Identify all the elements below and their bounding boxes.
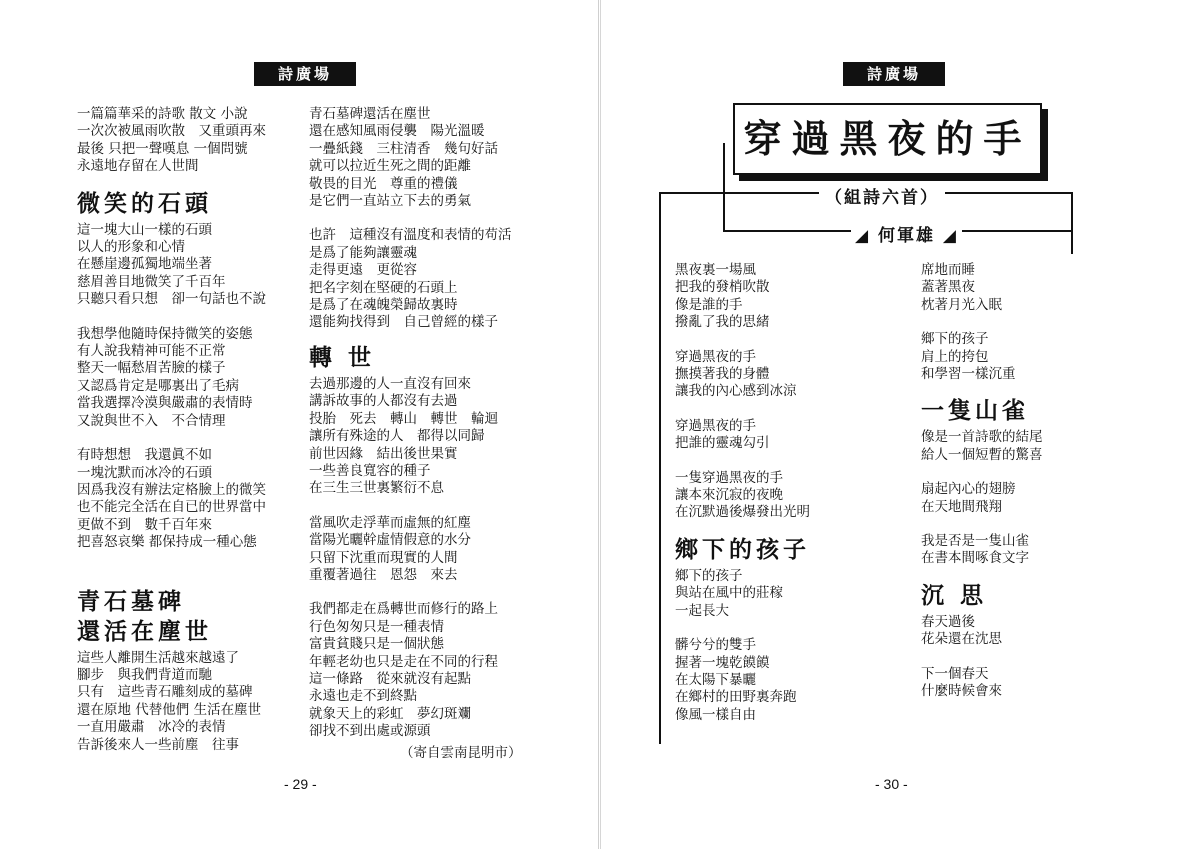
verse-line: 像風一樣自由 — [675, 706, 756, 723]
verse-line: 只聽只看只想 卻一句話也不說 — [77, 291, 266, 308]
verse-line: 就可以拉近生死之間的距離 — [309, 158, 471, 175]
verse-line: 一篇篇華采的詩歌 散文 小說 — [77, 106, 248, 122]
section-header-right: 詩廣場 — [843, 62, 945, 86]
stanza — [675, 637, 810, 724]
verse-line: 把喜怒哀樂 都保持成一種心態 — [77, 534, 257, 551]
verse-line: 以人的形象和心情 — [77, 239, 185, 256]
verse-line: 當風吹走浮華而虛無的紅塵 — [309, 514, 471, 531]
verse-line: 是爲了在魂魄榮歸故裏時 — [309, 297, 458, 314]
verse-line: 一疊紙錢 三柱清香 幾句好話 — [309, 140, 498, 157]
verse-line: 在鄉村的田野裏奔跑 — [675, 689, 797, 706]
verse-line: 蓋著黑夜 — [921, 279, 975, 296]
verse-line: 當陽光曬幹虛情假意的水分 — [309, 532, 471, 549]
poem-title-mountain-sparrow: 一隻山雀 — [921, 397, 1029, 425]
verse-line: 下一個春天 — [921, 665, 989, 682]
verse-line: 在太陽下暴曬 — [675, 671, 756, 688]
verse-line: 腳步 與我們背道而馳 — [77, 666, 212, 683]
verse-line: 鄉下的孩子 — [921, 331, 989, 348]
left-column-2 — [309, 106, 512, 741]
verse-line: 告訴後來人一些前塵 往事 — [77, 736, 239, 753]
poem-series-title: 穿過黑夜的手 — [733, 103, 1042, 175]
verse-line: 把名字刻在堅硬的石頭上 — [309, 279, 458, 296]
verse-line: 有人說我精神可能不正常 — [77, 343, 226, 360]
stanza — [921, 614, 1043, 649]
stanza — [675, 349, 810, 401]
intro-stanza — [77, 106, 266, 176]
stanza — [309, 515, 512, 585]
stanza — [77, 326, 266, 430]
verse-line: 還在感知風雨侵襲 陽光溫暖 — [309, 123, 485, 140]
verse-line: 穿過黑夜的手 — [675, 348, 756, 365]
verse-line: 在天地間飛翔 — [921, 498, 1002, 515]
verse-line: 永遠地存留在人世間 — [77, 158, 199, 175]
verse-line: 最後 只把一聲嘆息 一個問號 — [77, 140, 248, 157]
stanza — [309, 601, 512, 740]
stanza — [675, 262, 810, 332]
verse-line: 行色匆匆只是一種表情 — [309, 618, 444, 635]
verse-line: 一次次被風雨吹散 又重頭再來 — [77, 123, 266, 140]
verse-line: 永遠也走不到終點 — [309, 688, 417, 705]
verse-line: 什麼時候會來 — [921, 683, 1002, 700]
verse-line: 一起長大 — [675, 602, 729, 619]
right-page — [600, 0, 1200, 849]
verse-line: 像是誰的手 — [675, 296, 743, 313]
verse-line: 又認爲肯定是哪裏出了毛病 — [77, 377, 239, 394]
verse-line: 在沉默過後爆發出光明 — [675, 504, 810, 521]
verse-line: 把誰的靈魂勾引 — [675, 435, 770, 452]
verse-line: 也不能完全活在自已的世界當中 — [77, 499, 266, 516]
verse-line: 還在原地 代替他們 生活在塵世 — [77, 701, 262, 718]
rule-vertical-inner — [723, 143, 725, 231]
verse-line: 是爲了能夠讓靈魂 — [309, 244, 417, 261]
verse-line: 一隻穿過黑夜的手 — [675, 469, 783, 486]
verse-line: 這一條路 從來就沒有起點 — [309, 670, 471, 687]
verse-line: 讓所有殊途的人 都得以同歸 — [309, 428, 485, 445]
stanza — [309, 227, 512, 331]
verse-line: 也許 這種沒有溫度和表情的苟活 — [309, 227, 512, 244]
verse-line: 我是否是一隻山雀 — [921, 533, 1029, 550]
verse-line: 我們都走在爲轉世而修行的路上 — [309, 601, 498, 618]
rule-vertical-left — [659, 192, 661, 744]
rule-vertical-right — [1071, 192, 1073, 254]
verse-line: 給人一個短暫的驚喜 — [921, 446, 1043, 463]
verse-line: 在三生三世裏繁衍不息 — [309, 480, 444, 497]
verse-line: 年輕老幼也只是走在不同的行程 — [309, 653, 498, 670]
verse-line: 又說與世不入 不合情理 — [77, 412, 226, 429]
verse-line: 就象天上的彩虹 夢幻斑斕 — [309, 705, 471, 722]
verse-line: 講訴故事的人都沒有去過 — [309, 393, 458, 410]
stanza — [675, 568, 810, 620]
verse-line: 一塊沈默而冰冷的石頭 — [77, 464, 212, 481]
stanza — [921, 481, 1043, 516]
section-header-left: 詩廣場 — [254, 62, 356, 86]
stanza — [309, 376, 512, 498]
poem-title-country-child: 鄉下的孩子 — [675, 535, 810, 563]
verse-line: 投胎 死去 轉山 轉世 輪迴 — [309, 410, 498, 427]
verse-line: 席地而睡 — [921, 262, 975, 278]
source-note: （寄自雲南昆明市） — [400, 745, 522, 761]
verse-line: 這些人離開生活越來越遠了 — [77, 649, 239, 666]
verse-line: 春天過後 — [921, 613, 975, 630]
verse-line: 握著一塊乾饃饃 — [675, 654, 770, 671]
verse-line: 扇起內心的翅膀 — [921, 481, 1016, 498]
verse-line: 讓我的內心感到冰涼 — [675, 383, 797, 400]
verse-line: 只有 這些青石雕刻成的墓碑 — [77, 684, 253, 701]
poem-title-smiling-stone: 微笑的石頭 — [77, 189, 212, 217]
verse-line: 當我選擇冷漠與嚴肅的表情時 — [77, 395, 253, 412]
right-column-1 — [675, 262, 810, 724]
stanza — [309, 106, 512, 210]
verse-line: 這一塊大山一樣的石頭 — [77, 221, 212, 238]
verse-line: 把我的發梢吹散 — [675, 279, 770, 296]
verse-line: 黑夜裏一場風 — [675, 262, 756, 278]
verse-line: 撫摸著我的身體 — [675, 366, 770, 383]
stanza — [921, 262, 1043, 314]
verse-line: 讓本來沉寂的夜晚 — [675, 487, 783, 504]
verse-line: 因爲我沒有辦法定格臉上的微笑 — [77, 481, 266, 498]
verse-line: 穿過黑夜的手 — [675, 417, 756, 434]
verse-line: 在書本間啄食文字 — [921, 550, 1029, 567]
stanza — [675, 470, 810, 522]
stanza — [77, 650, 266, 754]
verse-line: 重覆著過往 恩怨 來去 — [309, 566, 458, 583]
verse-line: 和學習一樣沉重 — [921, 366, 1016, 383]
verse-line: 一些善良寬容的種子 — [309, 462, 431, 479]
verse-line: 還能夠找得到 自己曾經的樣子 — [309, 314, 498, 331]
stanza — [921, 331, 1043, 383]
verse-line: 前世因緣 結出後世果實 — [309, 445, 458, 462]
page-number-29: - 29 - — [284, 776, 317, 792]
verse-line: 富貴貧賤只是一個狀態 — [309, 636, 444, 653]
author-name: ◢ 何軍雄 ◢ — [851, 221, 962, 246]
verse-line: 髒兮兮的雙手 — [675, 637, 756, 654]
verse-line: 青石墓碑還活在塵世 — [309, 106, 431, 122]
right-column-2 — [921, 262, 1043, 701]
verse-line: 一直用嚴肅 冰冷的表情 — [77, 719, 226, 736]
poem-title-bluestone-tomb: 青石墓碑 — [77, 587, 185, 615]
verse-line: 更做不到 數千百年來 — [77, 516, 212, 533]
stanza — [77, 222, 266, 309]
left-page — [0, 0, 599, 849]
stanza — [921, 429, 1043, 464]
verse-line: 枕著月光入眠 — [921, 296, 1002, 313]
stanza — [77, 447, 266, 551]
verse-line: 我想學他隨時保持微笑的姿態 — [77, 325, 253, 342]
poem-title-contemplation: 沉 思 — [921, 581, 988, 609]
verse-line: 慈眉善目地微笑了千百年 — [77, 273, 226, 290]
poem-series-subtitle: （組詩六首） — [819, 183, 945, 208]
stanza — [921, 666, 1043, 701]
verse-line: 撥亂了我的思緒 — [675, 314, 770, 331]
verse-line: 肩上的挎包 — [921, 348, 989, 365]
verse-line: 鄉下的孩子 — [675, 567, 743, 584]
verse-line: 卻找不到出處或源頭 — [309, 723, 431, 740]
verse-line: 與站在風中的莊稼 — [675, 585, 783, 602]
verse-line: 在懸崖邊孤獨地端坐著 — [77, 256, 212, 273]
page-number-30: - 30 - — [875, 776, 908, 792]
left-column-1 — [77, 106, 266, 754]
poem-title-reincarnation: 轉 世 — [309, 343, 376, 371]
verse-line: 像是一首詩歌的結尾 — [921, 429, 1043, 446]
verse-line: 只留下沈重而現實的人間 — [309, 549, 458, 566]
verse-line: 整天一幅愁眉苦臉的樣子 — [77, 360, 226, 377]
verse-line: 去過那邊的人一直沒有回來 — [309, 375, 471, 392]
stanza — [921, 533, 1043, 568]
verse-line: 是它們一直站立下去的勇氣 — [309, 193, 471, 210]
poem-title-bluestone-tomb-line2: 還活在塵世 — [77, 617, 212, 645]
verse-line: 敬畏的目光 尊重的禮儀 — [309, 175, 458, 192]
stanza — [675, 418, 810, 453]
verse-line: 花朵還在沈思 — [921, 631, 1002, 648]
verse-line: 走得更遠 更從容 — [309, 262, 417, 279]
verse-line: 有時想想 我還眞不如 — [77, 447, 212, 464]
